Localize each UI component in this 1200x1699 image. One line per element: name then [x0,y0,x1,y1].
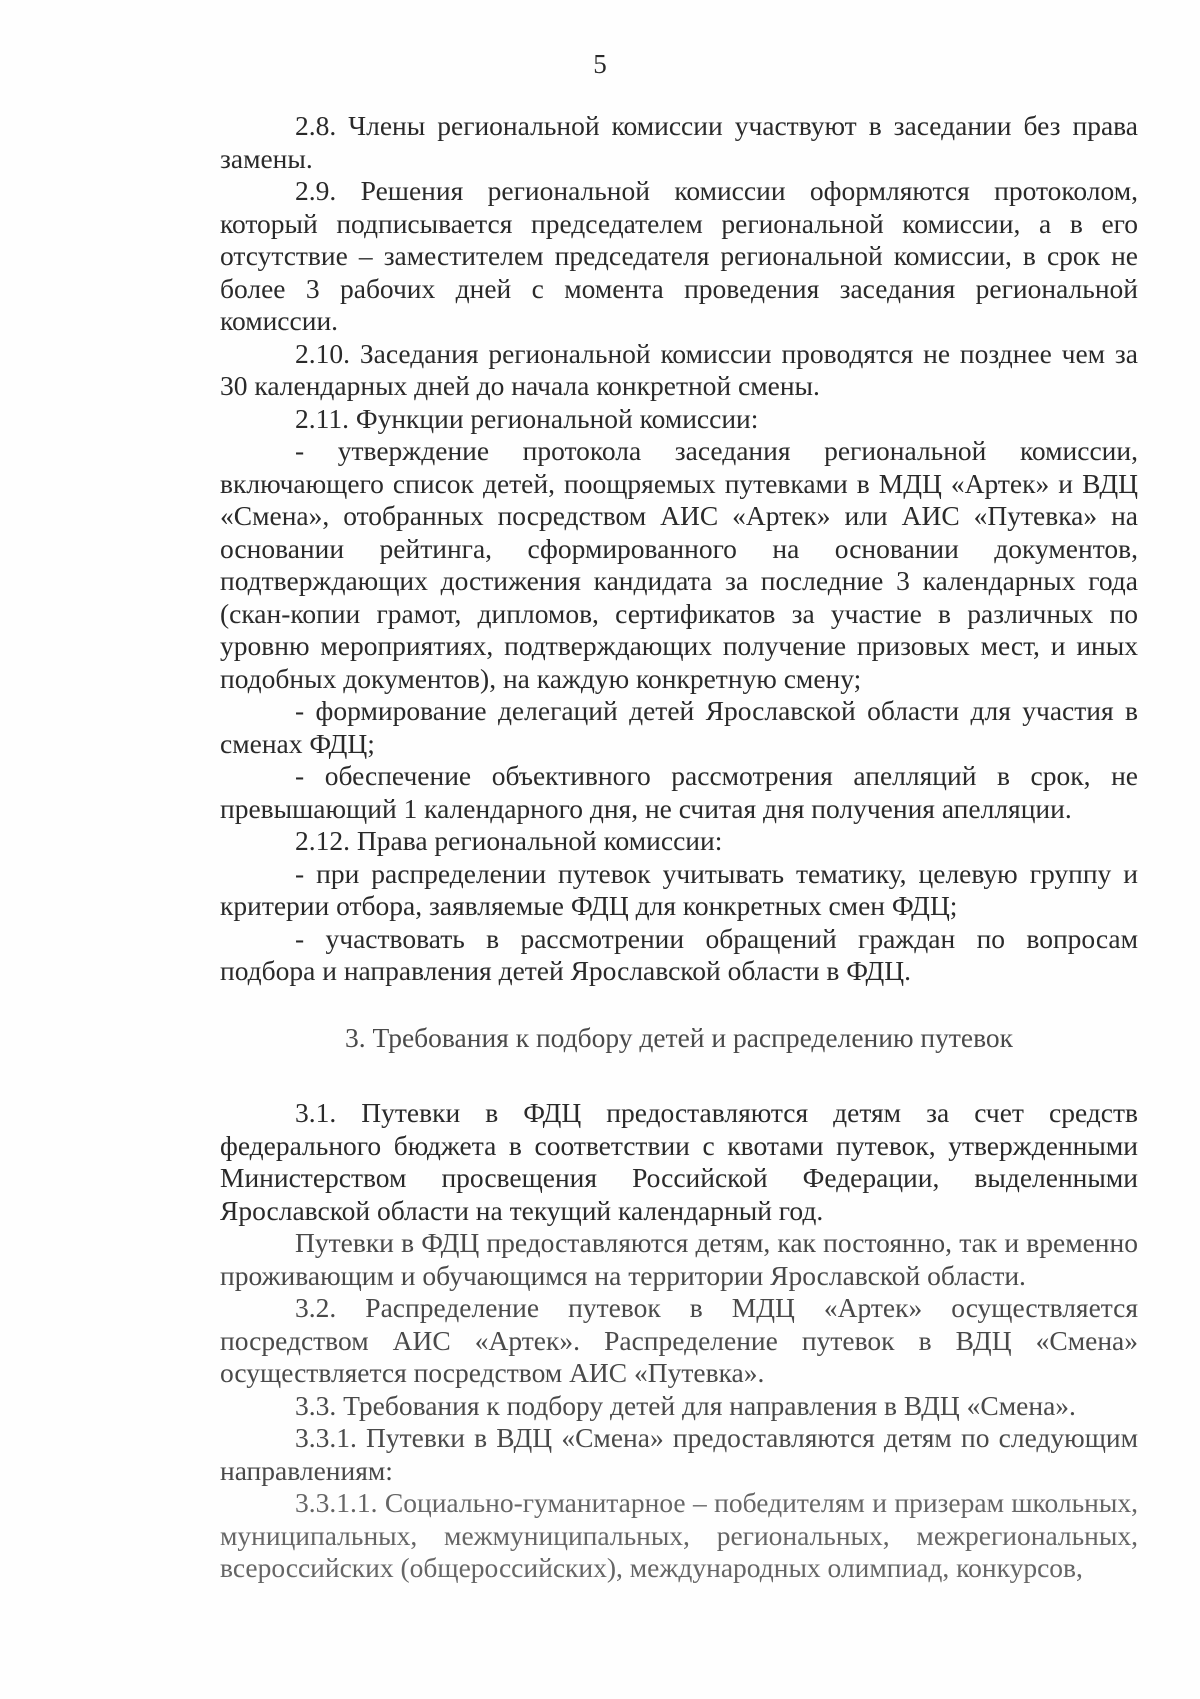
paragraph-3-2: 3.2. Распределение путевок в МДЦ «Артек» осуществляется посредством АИС «Артек». Распределение путевок в ВДЦ «Смена» осуществляется посредством АИС «Путевка». [220,1292,1138,1388]
document-body [220,110,1138,1585]
paragraph-3-3-1-1: 3.3.1.1. Социально-гуманитарное – победителям и призерам школьных, муниципальных, межмуниципальных, региональных, межрегиональных, всероссийских (общероссийских), международных олимпиад, конкурсов, [220,1487,1138,1583]
list-item-delegations: - формирование делегаций детей Ярославской области для участия в сменах ФДЦ; [220,695,1138,759]
list-item-distribution: - при распределении путевок учитывать тематику, целевую группу и критерии отбора, заявляемые ФДЦ для конкретных смен ФДЦ; [220,857,1138,921]
section-heading: 3. Требования к подбору детей и распределению путевок [344,1021,1014,1053]
paragraph-3-3-1: 3.3.1. Путевки в ВДЦ «Смена» предоставляются детям по следующим направлениям: [220,1422,1138,1486]
list-item-appeals: - обеспечение объективного рассмотрения апелляций в срок, не превышающий 1 календарного дня, не считая дня получения апелляции. [220,760,1138,824]
paragraph-2-12: 2.12. Права региональной комиссии: [295,825,723,856]
list-item-approval: - утверждение протокола заседания региональной комиссии, включающего список детей, поощряемых путевками в МДЦ «Артек» и ВДЦ «Смена», отобранных посредством АИС «Артек» или АИС «Путевка» на основании рейтинга, сформированного на основании документов, подтверждающих достижения кандидата за последние 3 календарных года (скан-копии грамот, дипломов, сертификатов за участие в различных по уровню мероприятиях, подтверждающих получение призовых мест, и иных подобных документов), на каждую конкретную смену; [220,435,1138,694]
paragraph-3-1-residence: Путевки в ФДЦ предоставляются детям, как постоянно, так и временно проживающим и обучающимся на территории Ярославской области. [220,1227,1138,1291]
paragraph-2-8: 2.8. Члены региональной комиссии участвуют в заседании без права замены. [220,110,1138,174]
paragraph-2-11: 2.11. Функции региональной комиссии: [295,402,759,434]
paragraph-2-9: 2.9. Решения региональной комиссии оформляются протоколом, который подписывается председателем региональной комиссии, а в его отсутствие – заместителем председателя региональной комиссии, в срок не более 3 рабочих дней с момента проведения заседания региональной комиссии. [220,175,1138,336]
list-item-citizen-appeals: - участвовать в рассмотрении обращений граждан по вопросам подбора и направления детей Ярославской области в ФДЦ. [220,922,1138,986]
paragraph-2-10: 2.10. Заседания региональной комиссии проводятся не позднее чем за 30 календарных дней до начала конкретной смены. [220,337,1138,401]
paragraph-3-3: 3.3. Требования к подбору детей для направления в ВДЦ «Смена». [295,1389,1076,1421]
paragraph-3-1: 3.1. Путевки в ФДЦ предоставляются детям за счет средств федерального бюджета в соответствии с квотами путевок, утвержденными Министерством просвещения Российской Федерации, выделенными Ярославской области на текущий календарный год. [220,1097,1138,1226]
page-number: 5 [593,49,607,79]
